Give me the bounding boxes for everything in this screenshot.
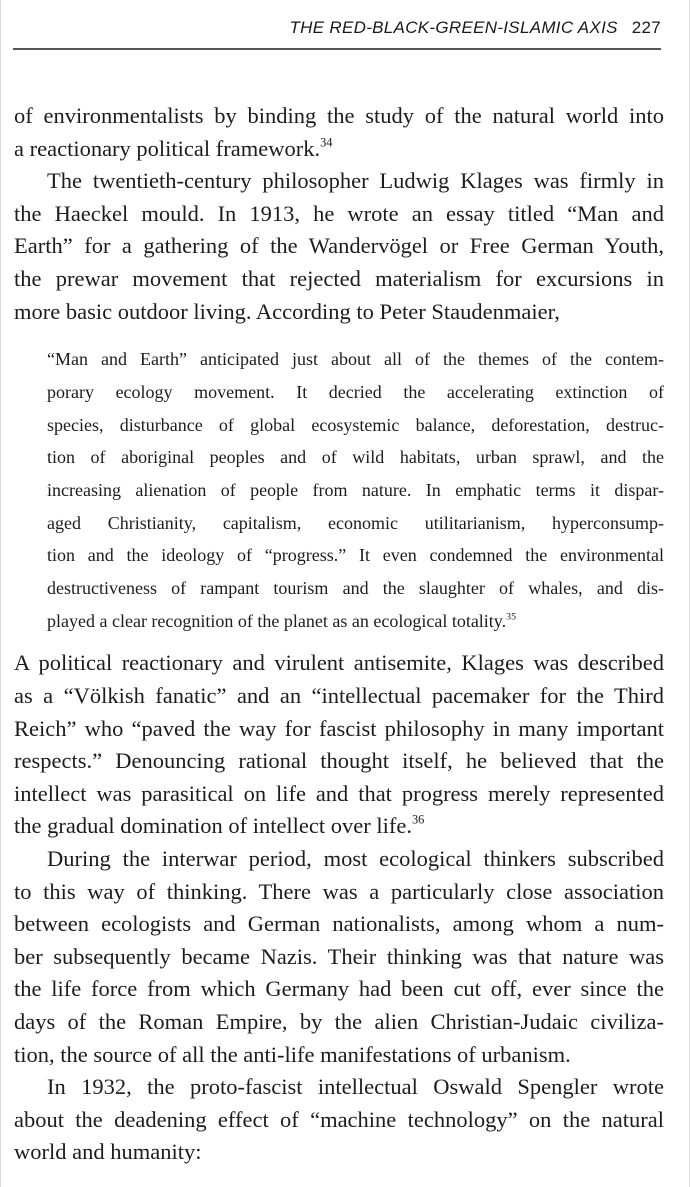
paragraph-interwar [14, 843, 664, 1071]
paragraph-continuation [14, 100, 664, 165]
text-line [14, 810, 664, 843]
quote-line-content: played a clear recognition of the planet as an ecological totality. [47, 610, 507, 631]
text-line: about the deadening effect of “machine technology” on the natural [14, 1106, 664, 1132]
running-head-title: THE RED-BLACK-GREEN-ISLAMIC AXIS [289, 18, 618, 37]
text-line: the life force from which Germany had been cut off, ever since the [14, 976, 664, 1002]
footnote-ref: 35 [506, 611, 517, 623]
text-line: days of the Roman Empire, by the alien Christian-Judaic civiliza- [14, 1009, 664, 1035]
body-text [14, 100, 664, 1169]
text-line-content: the gradual domination of intellect over life. [14, 813, 412, 839]
text-line: the Haeckel mould. In 1913, he wrote an essay titled “Man and [14, 200, 664, 226]
quote-line: aged Christianity, capitalism, economic utilitarianism, hyperconsump- [47, 512, 664, 533]
text-line: During the interwar period, most ecological thinkers subscribed [47, 846, 664, 872]
text-line [14, 133, 664, 166]
text-line: intellect was parasitical on life and that progress merely represented [14, 780, 664, 806]
text-line: ber subsequently became Nazis. Their thinking was that nature was [14, 943, 664, 969]
text-line: Earth” for a gathering of the Wandervögel or Free German Youth, [14, 233, 664, 259]
text-line: of environmentalists by binding the study of the natural world into [14, 103, 664, 128]
text-line: world and humanity: [14, 1139, 202, 1165]
quote-line: tion of aboriginal peoples and of wild habitats, urban sprawl, and the [47, 447, 664, 468]
footnote-ref: 34 [320, 135, 333, 150]
text-line: The twentieth-century philosopher Ludwig Klages was firmly in [47, 168, 664, 194]
quote-line: destructiveness of rampant tourism and the slaughter of whales, and dis- [47, 578, 664, 599]
quote-line: “Man and Earth” anticipated just about all of the themes of the contem- [47, 349, 664, 370]
text-line: as a “Völkish fanatic” and an “intellectual pacemaker for the Third [14, 683, 664, 709]
quote-line [47, 605, 664, 638]
text-line: tion, the source of all the anti-life manifestations of urbanism. [14, 1041, 571, 1067]
paragraph-reactionary [14, 647, 664, 843]
paragraph-spengler [14, 1071, 664, 1169]
text-line: more basic outdoor living. According to Peter Staudenmaier, [14, 298, 560, 324]
text-line: the prewar movement that rejected materialism for excursions in [14, 265, 664, 291]
footnote-ref: 36 [412, 813, 425, 828]
text-line: Reich” who “paved the way for fascist philosophy in many important [14, 715, 664, 741]
paragraph-klages [14, 165, 664, 328]
quote-line: porary ecology movement. It decried the accelerating extinction of [47, 381, 664, 402]
text-line: In 1932, the proto-fascist intellectual Oswald Spengler wrote [47, 1074, 664, 1100]
text-line: A political reactionary and virulent antisemite, Klages was described [14, 650, 664, 676]
text-line: respects.” Denouncing rational thought itself, he believed that the [14, 748, 664, 774]
running-head [13, 18, 661, 50]
quote-line: species, disturbance of global ecosystemic balance, deforestation, destruc- [47, 414, 664, 435]
text-line: to this way of thinking. There was a particularly close association [14, 878, 664, 904]
quote-line: tion and the ideology of “progress.” It even condemned the environmental [47, 545, 664, 566]
text-line-content: a reactionary political framework. [14, 135, 321, 161]
block-quote [47, 343, 664, 637]
page-number: 227 [631, 18, 661, 37]
quote-line: increasing alienation of people from nature. In emphatic terms it dispar- [47, 479, 664, 500]
text-line: between ecologists and German nationalists, among whom a num- [14, 911, 664, 937]
